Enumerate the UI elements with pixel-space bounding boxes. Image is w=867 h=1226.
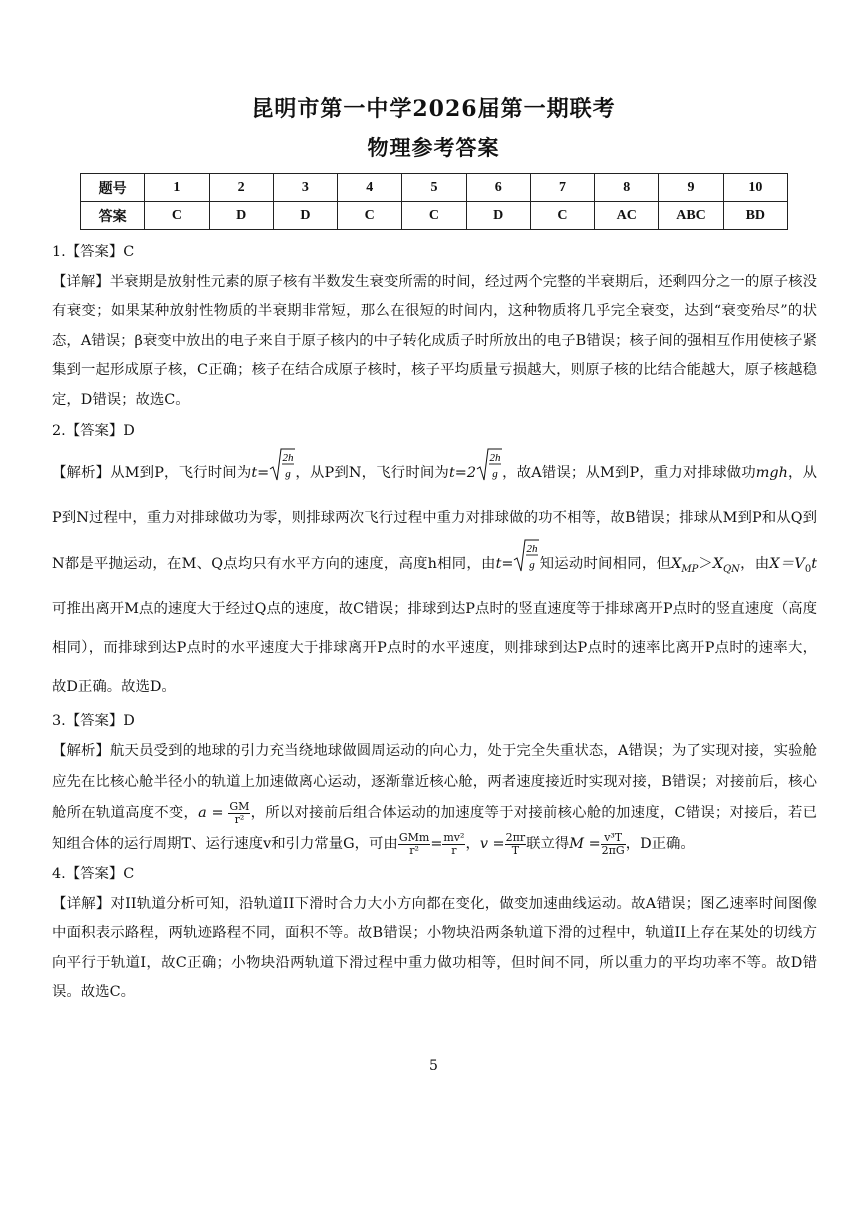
- q3-text: ，: [465, 836, 480, 852]
- q2-formula: X: [671, 555, 682, 572]
- table-cell: BD: [723, 202, 787, 230]
- sqrt-denominator: g: [492, 467, 498, 480]
- table-cell: C: [145, 202, 209, 230]
- table-cell: 3: [273, 174, 337, 202]
- table-cell: D: [466, 202, 530, 230]
- page-number: 5: [429, 1058, 438, 1074]
- table-cell: 5: [402, 174, 466, 202]
- table-cell: 1: [145, 174, 209, 202]
- fraction-denominator: r²: [409, 843, 419, 857]
- q3-text: 联立得: [526, 836, 570, 852]
- fraction: [398, 832, 430, 857]
- fraction-denominator: T: [511, 843, 520, 857]
- table-row-answers: [81, 202, 788, 230]
- page-subtitle: 物理参考答案: [367, 135, 500, 160]
- table-cell: 9: [659, 174, 723, 202]
- q2-text: 知运动时间相同，但: [539, 555, 672, 572]
- q2-text: ，从P到N过程中，重力对排球做功为零，则排球两次飞行过程中重力对排球做的功不相等，故B错误；排球从M到P和从Q到N都是平抛运动，在M、Q点均只有水平方向的速度，高度h相同，由: [52, 464, 817, 572]
- table-cell: 4: [338, 174, 402, 202]
- table-row-numbers: [81, 174, 788, 202]
- q2-subscript: QN: [722, 563, 740, 575]
- q2-formula: X＝V: [769, 555, 805, 572]
- table-header-cell: 答案: [81, 202, 145, 230]
- q3-text: ，D正确。: [625, 836, 695, 852]
- q3-formula: =: [430, 836, 443, 852]
- q3-explanation: [52, 736, 817, 860]
- q3-formula: M =: [569, 836, 601, 852]
- sqrt-numerator: 2h: [282, 451, 294, 464]
- q2-formula: t=: [495, 555, 514, 572]
- fraction-numerator: GMm: [398, 830, 430, 844]
- table-cell: 7: [530, 174, 594, 202]
- fraction: [442, 832, 465, 857]
- q2-text: 【解析】从M到P，飞行时间为: [52, 464, 252, 481]
- q2-explanation: [52, 447, 817, 707]
- q2-subscript: MP: [681, 563, 699, 575]
- q2-subscript: 0: [804, 563, 812, 575]
- q4-explanation: 【详解】对II轨道分析可知，沿轨道II下滑时合力大小方向都在变化，做变加速曲线运动。故A错误；图乙速率时间图像中面积表示路程，两轨迹路程不同，面积不等。故B错误；小物块沿两条轨道下滑的过程中，轨道II上存在某处的切线方向平行于轨道I，故C正确；小物块沿两轨道下滑过程中重力做功相等，但时间不同，所以重力的平均功率不等。故D错误。故选C。: [52, 895, 817, 1000]
- sqrt-denominator: g: [529, 558, 536, 571]
- fraction-denominator: r: [451, 843, 457, 857]
- sqrt-icon: [513, 538, 539, 590]
- q3-formula: a =: [198, 805, 224, 821]
- page-title: 昆明市第一中学2026届第一期联考: [251, 96, 616, 122]
- sqrt-denominator: g: [285, 467, 291, 480]
- q2-formula: mgh: [755, 464, 788, 481]
- fraction-numerator: GM: [229, 799, 250, 813]
- table-header-cell: 题号: [81, 174, 145, 202]
- q2-formula: X: [712, 555, 723, 572]
- table-cell: C: [402, 202, 466, 230]
- table-cell: AC: [595, 202, 659, 230]
- q3-formula: v =: [479, 836, 505, 852]
- q2-text: ，从P到N，飞行时间为: [295, 464, 449, 481]
- fraction-denominator: 2πG: [601, 843, 625, 857]
- q1-explanation: 【详解】半衰期是放射性元素的原子核有半数发生衰变所需的时间，经过两个完整的半衰期后，还剩四分之一的原子核没有衰变；如果某种放射性物质的半衰期非常短，那么在很短的时间内，这种物质将几乎完全衰变，达到“衰变殆尽”的状态，A错误；β衰变中放出的电子来自于原子核内的中子转化成质子时所放出的电子B错误；核子间的强相互作用使核子紧集到一起形成原子核，C正确；核子在结合成原子核时，核子平均质量亏损越大，则原子核的比结合能越大，原子核越稳定，D错误；故选C。: [52, 273, 817, 408]
- answer-content: [52, 238, 817, 1008]
- table-cell: C: [530, 202, 594, 230]
- answer-table: [80, 173, 788, 230]
- q2-text: ，故A错误；从M到P，重力对排球做功: [501, 464, 756, 481]
- sqrt-icon: [269, 447, 295, 499]
- q2-formula: t: [811, 555, 817, 572]
- fraction: [228, 801, 250, 826]
- q2-text: 可推出离开M点的速度大于经过Q点的速度，故C错误；排球到达P点时的竖直速度等于排球离开P点时的竖直速度（高度相同），而排球到达P点时的水平速度大于排球离开P点时的水平速度，则排球到达P点时的速率比离开P点时的速率大，故D正确。故选D。: [52, 600, 817, 695]
- fraction: [601, 832, 626, 857]
- table-cell: ABC: [659, 202, 723, 230]
- q2-text: ＞: [698, 555, 713, 572]
- sqrt-icon: [476, 447, 502, 499]
- fraction-numerator: 2πr: [505, 830, 526, 844]
- table-cell: 6: [466, 174, 530, 202]
- fraction-numerator: mv²: [443, 830, 465, 844]
- q3-text: 【解析】航天员受到的地球的引力充当绕地球做圆周运动的向心力，处于完全失重状态，A错误；为了实现对接，实验舱应先在比核心舱半径小的轨道上加速做离心运动，逐渐靠近核心舱，两者速度接近时实现对接，B错误；对接前后，核心舱所在轨道高度不变，: [52, 743, 817, 821]
- q2-heading: 2.【答案】D: [52, 423, 135, 439]
- q2-formula: t=2: [448, 464, 476, 481]
- q3-text: ，所以对接前后组合体运动的加速度等于对接前核心舱的加速度，C错误；对接后，若已知组合体的运行周期T、运行速度v和引力常量G，可由: [52, 805, 817, 852]
- table-cell: C: [338, 202, 402, 230]
- sqrt-numerator: 2h: [489, 451, 501, 464]
- fraction: [505, 832, 527, 857]
- q3-heading: 3.【答案】D: [52, 712, 135, 729]
- table-cell: D: [273, 202, 337, 230]
- q2-text: ，由: [739, 555, 770, 572]
- sqrt-numerator: 2h: [526, 542, 538, 555]
- table-cell: 8: [595, 174, 659, 202]
- table-cell: D: [209, 202, 273, 230]
- table-cell: 2: [209, 174, 273, 202]
- q4-heading: 4.【答案】C: [52, 866, 135, 882]
- table-cell: 10: [723, 174, 787, 202]
- fraction-denominator: r²: [234, 812, 245, 826]
- fraction-numerator: v³T: [601, 832, 626, 845]
- q2-formula: t=: [251, 464, 270, 481]
- q1-heading: 1.【答案】C: [52, 244, 135, 260]
